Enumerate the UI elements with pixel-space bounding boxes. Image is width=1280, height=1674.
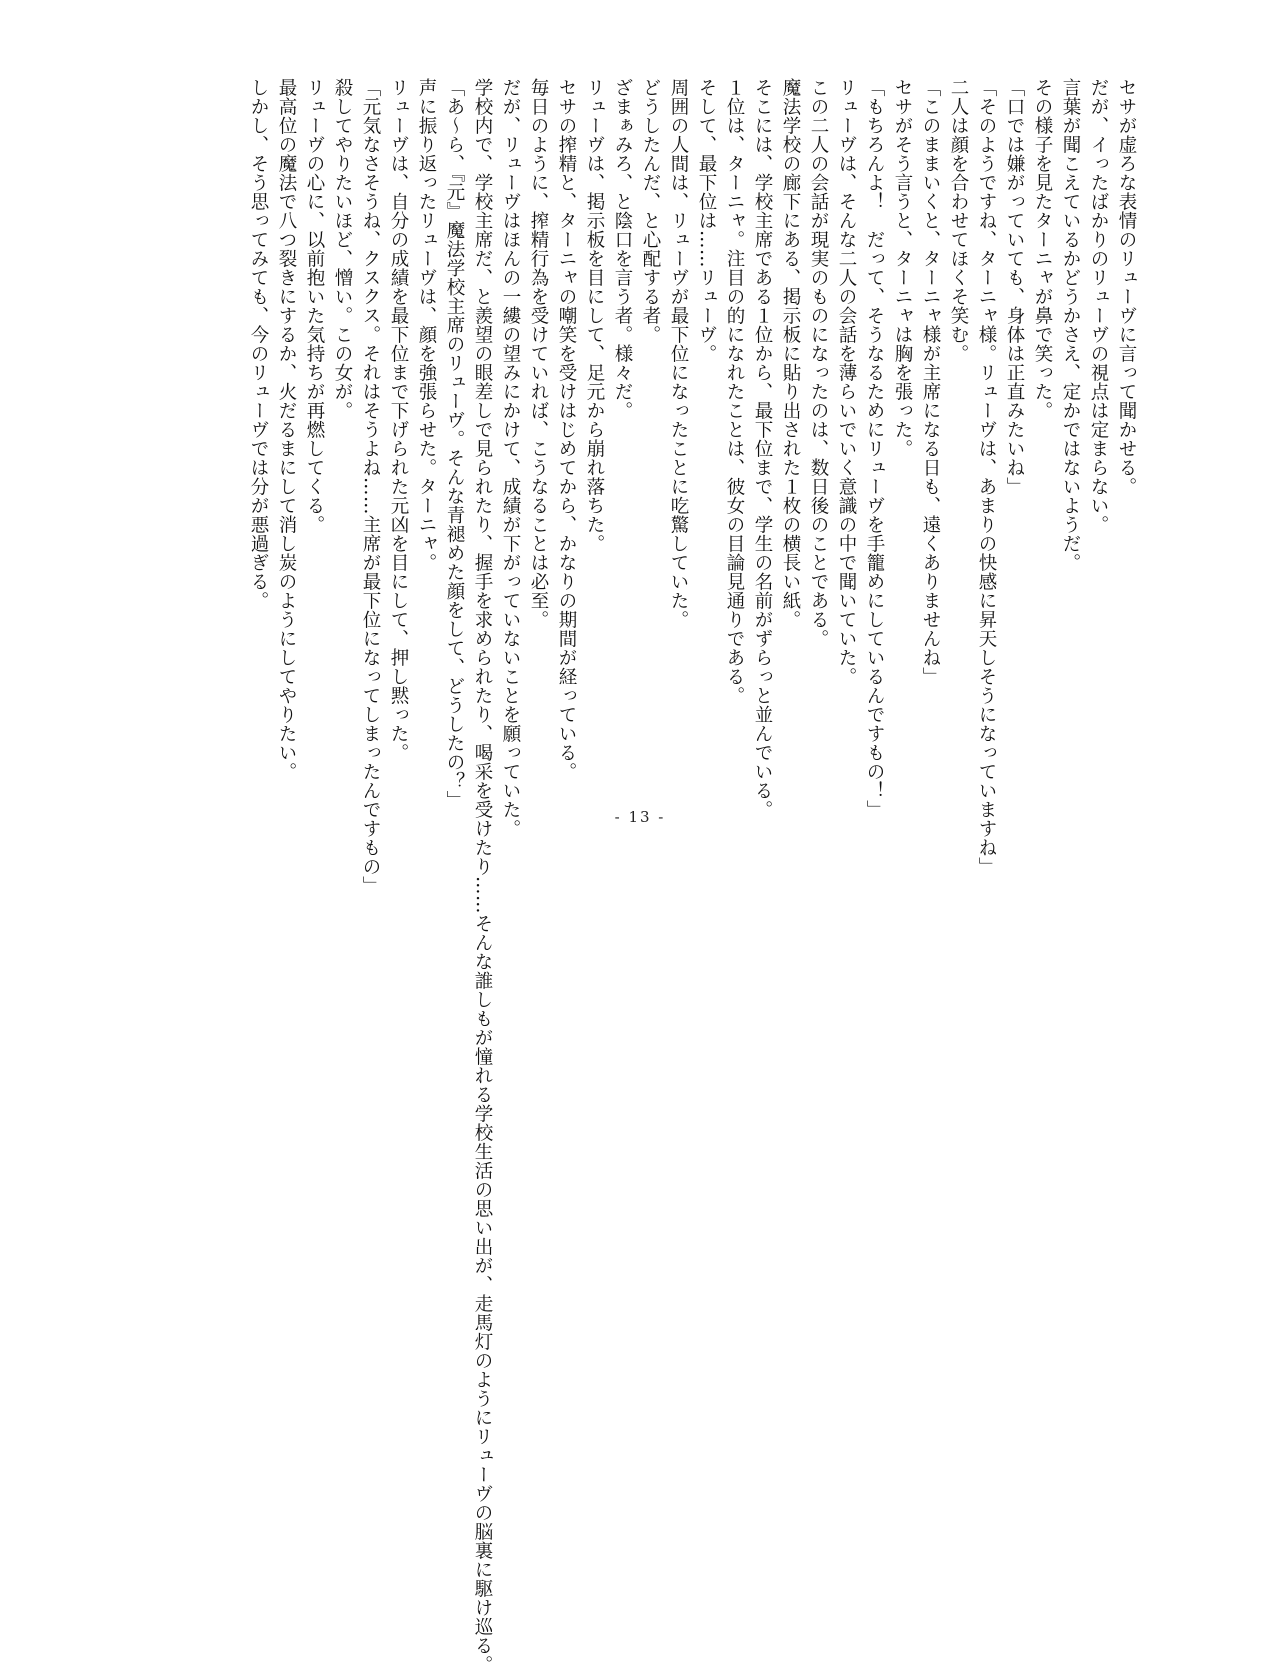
text-line: リューヴは、自分の成績を最下位まで下げられた元凶を目にして、押し黙った。 [388,78,409,762]
text-line: 「そのようですね、ターニャ様。リューヴは、あまりの快感に昇天しそうになっていますね」 [976,78,997,876]
text-line: リューヴは、そんな二人の会話を薄らいでいく意識の中で聞いていた。 [836,78,857,686]
text-line: 毎日のように、搾精行為を受けていれば、こうなることは必至。 [528,78,549,629]
text-line: そこには、学校主席である１位から、最下位まで、学生の名前がずらっと並んでいる。 [752,78,773,819]
text-line: だが、リューヴはほんの一縷の望みにかけて、成績が下がっていないことを願っていた。 [500,78,521,838]
text-line: 二人は顔を合わせてほくそ笑む。 [948,78,969,363]
text-line: リューヴの心に、以前抱いた気持ちが再燃してくる。 [304,78,325,534]
text-line: 「元気なさそうね、クスクス。それはそうよね……主席が最下位になってしまったんですもの」 [360,78,381,895]
text-line: 「このままいくと、ターニャ様が主席になる日も、遠くありませんね」 [920,78,941,686]
text-line: 魔法学校の廊下にある、掲示板に貼り出された１枚の横長い紙。 [780,78,801,629]
text-line: どうしたんだ、と心配する者。 [640,78,661,344]
text-line: 殺してやりたいほど、憎い。この女が。 [332,78,353,420]
text-line: ざまぁみろ、と陰口を言う者。様々だ。 [612,78,633,420]
text-line: 「あ～ら、『元』魔法学校主席のリューヴ。そんな青褪めた顔をして、どうしたの？」 [444,78,465,810]
text-line: 最高位の魔法で八つ裂きにするか、火だるまにして消し炭のようにしてやりたい。 [276,78,297,781]
text-line: 言葉が聞こえているかどうかさえ、定かではないようだ。 [1060,78,1081,572]
page-number: - 13 - [614,808,666,826]
text-line: この二人の会話が現実のものになったのは、数日後のことである。 [808,78,829,648]
text-line: しかし、そう思ってみても、今のリューヴでは分が悪過ぎる。 [248,78,269,610]
text-line: 声に振り返ったリューヴは、顔を強張らせた。ターニャ。 [416,78,437,572]
text-line: 「もちろんよ！ だって、そうなるためにリューヴを手籠めにしているんですもの！」 [864,78,885,819]
text-line: セサの搾精と、ターニャの嘲笑を受けはじめてから、かなりの期間が経っている。 [556,78,577,781]
text-line: 周囲の人間は、リューヴが最下位になったことに吃驚していた。 [668,78,689,629]
text-line: １位は、ターニャ。注目の的になれたことは、彼女の目論見通りである。 [724,78,745,705]
text-line: セサが虚ろな表情のリューヴに言って聞かせる。 [1116,78,1137,496]
text-line: リューヴは、掲示板を目にして、足元から崩れ落ちた。 [584,78,605,553]
text-line: セサがそう言うと、ターニャは胸を張った。 [892,78,913,458]
text-line: 「口では嫌がっていても、身体は正直みたいね」 [1004,78,1025,496]
text-line: そして、最下位は……リューヴ。 [696,78,717,363]
text-line: 学校内で、学校主席だ、と羨望の眼差しで見られたり、握手を求められたり、喝采を受けたり……そんな誰しもが憧れる学校生活の思い出が、走馬灯のようにリューヴの脳裏に駆け巡る。 [472,78,493,1674]
text-line: だが、イったばかりのリューヴの視点は定まらない。 [1088,78,1109,534]
text-line: その様子を見たターニャが鼻で笑った。 [1032,78,1053,420]
